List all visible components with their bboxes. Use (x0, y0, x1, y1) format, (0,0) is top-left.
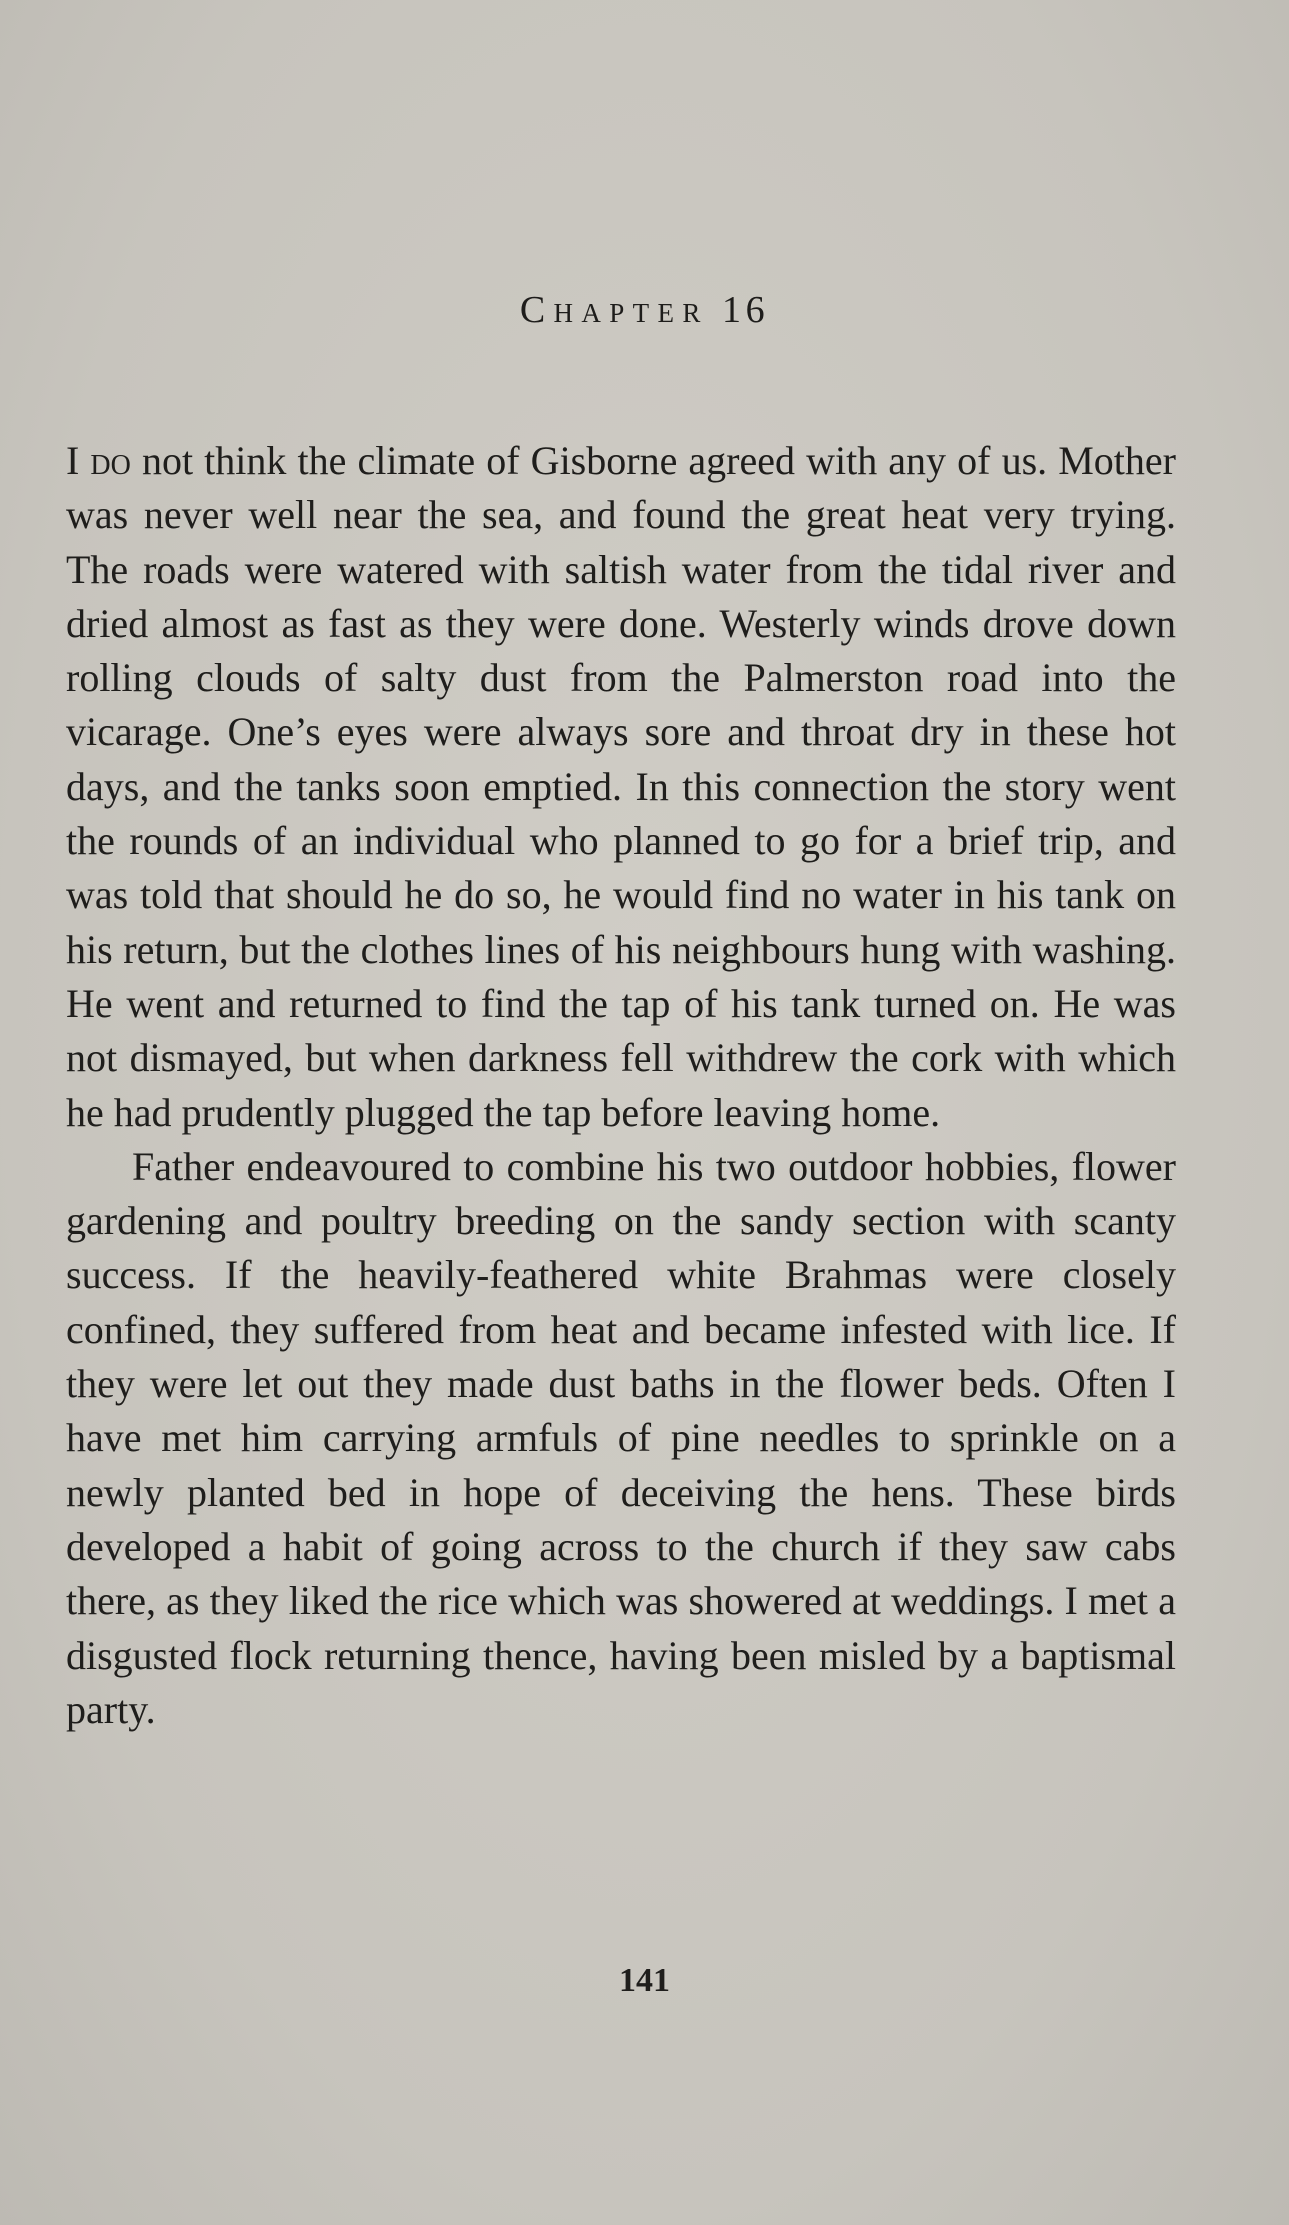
chapter-number: 16 (722, 289, 770, 331)
paragraph-2-text: Father endeavoured to combine his two outdoor hobbies, flower gardening and poultry breeding on the sandy section with scanty success. If the heavily-feathered white Brahmas were closely confined, they suffered from heat and became infested with lice. If they were let out they made dust baths in the flower beds. Often I have met him carrying armfuls of pine needles to sprinkle on a newly planted bed in hope of deceiving the hens. These birds developed a habit of going across to the church if they saw cabs there, as they liked the rice which was showered at weddings. I met a disgusted flock returning thence, having been misled by a baptismal party. (66, 1143, 1176, 1732)
paragraph-2 (66, 1140, 1176, 1737)
opening-words: I do (66, 438, 131, 483)
chapter-body (66, 434, 1176, 1737)
page-number: 141 (619, 1962, 670, 1999)
paragraph-1 (66, 434, 1176, 1140)
chapter-heading (0, 288, 1289, 332)
chapter-label: Chapter (519, 289, 709, 331)
paragraph-1-text: not think the climate of Gisborne agreed with any of us. Mother was never well near the sea, and found the great heat very trying. The roads were watered with saltish water from the tidal river and dried almost as fast as they were done. Westerly winds drove down rolling clouds of salty dust from the Palmerston road into the vicarage. One’s eyes were always sore and throat dry in these hot days, and the tanks soon emptied. In this connection the story went the rounds of an individual who planned to go for a brief trip, and was told that should he do so, he would find no water in his tank on his return, but the clothes lines of his neighbours hung with washing. He went and returned to find the tap of his tank turned on. He was not dismayed, but when darkness fell withdrew the cork with which he had prudently plugged the tap before leaving home. (66, 438, 1176, 1135)
